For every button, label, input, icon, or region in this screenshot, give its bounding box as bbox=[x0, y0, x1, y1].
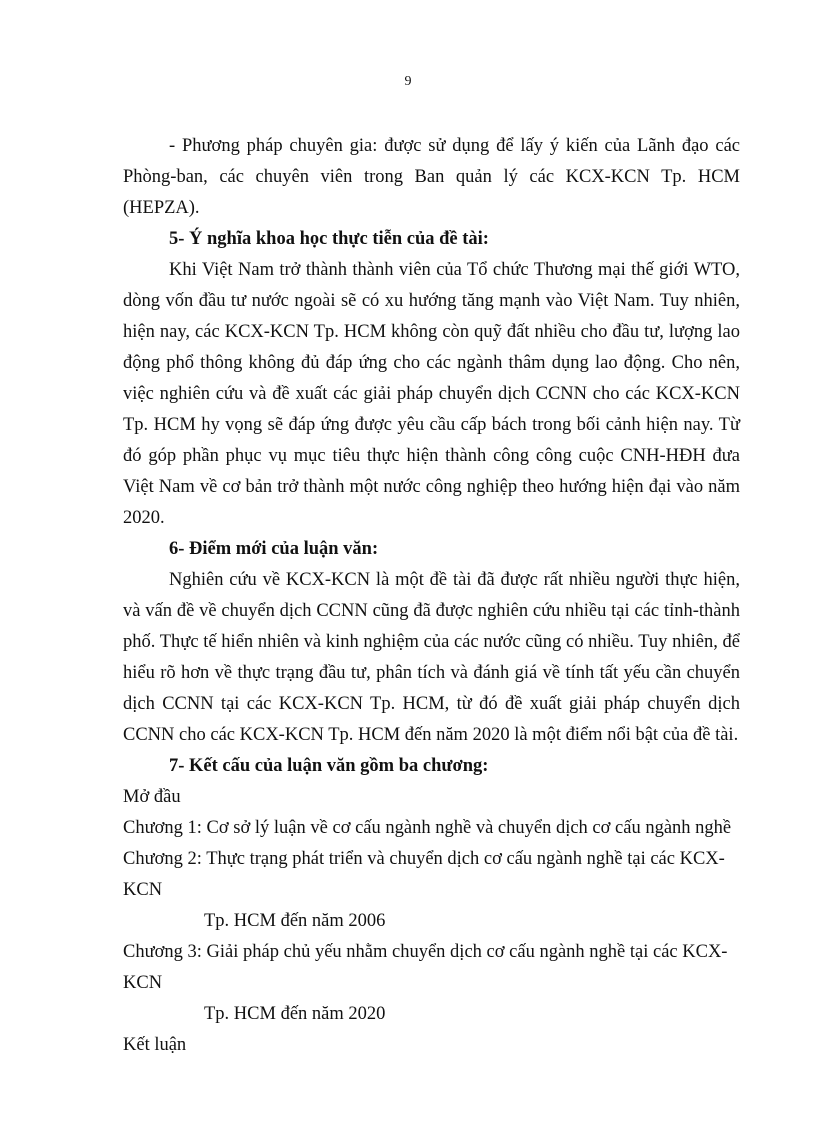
section-6-paragraph: Nghiên cứu về KCX-KCN là một đề tài đã được rất nhiều người thực hiện, và vấn đề về chuyển dịch CCNN cũng đã được nghiên cứu nhiều tại các tỉnh-thành phố. Thực tế hiển nhiên và kinh nghiệm của các nước cũng có nhiều. Tuy nhiên, để hiểu rõ hơn về thực trạng đầu tư, phân tích và đánh giá về tính tất yếu cần chuyển dịch CCNN tại các KCX-KCN Tp. HCM, từ đó đề xuất giải pháp chuyển dịch CCNN cho các KCX-KCN Tp. HCM đến năm 2020 là một điểm nổi bật của đề tài. bbox=[123, 570, 740, 745]
chapter-3-label: Chương 3: bbox=[123, 942, 202, 962]
chapter-1-line bbox=[123, 813, 740, 844]
chapter-3-title-cont: Tp. HCM đến năm 2020 bbox=[204, 1004, 386, 1024]
intro-line: Mở đầu bbox=[123, 787, 181, 807]
chapter-3-title: Giải pháp chủ yếu nhằm chuyển dịch cơ cấu ngành nghề tại các KCX-KCN bbox=[123, 942, 728, 993]
page-content bbox=[123, 131, 740, 1061]
conclusion-line: Kết luận bbox=[123, 1035, 187, 1055]
chapter-2-line bbox=[123, 844, 740, 937]
method-expert-paragraph: - Phương pháp chuyên gia: được sử dụng để lấy ý kiến của Lãnh đạo các Phòng-ban, các chuyên viên trong Ban quản lý các KCX-KCN Tp. HCM (HEPZA). bbox=[123, 136, 740, 218]
section-5-heading: 5- Ý nghĩa khoa học thực tiễn của đề tài: bbox=[169, 229, 489, 249]
chapter-2-title: Thực trạng phát triển và chuyển dịch cơ cấu ngành nghề tại các KCX-KCN bbox=[123, 849, 725, 900]
chapter-3-line bbox=[123, 937, 740, 1030]
page-number: 9 bbox=[404, 74, 412, 89]
section-7-heading: 7- Kết cấu của luận văn gồm ba chương: bbox=[169, 756, 489, 776]
section-5-paragraph: Khi Việt Nam trở thành thành viên của Tổ chức Thương mại thế giới WTO, dòng vốn đầu tư nước ngoài sẽ có xu hướng tăng mạnh vào Việt Nam. Tuy nhiên, hiện nay, các KCX-KCN Tp. HCM không còn quỹ đất nhiều cho đầu tư, lượng lao động phổ thông không đủ đáp ứng cho các ngành thâm dụng lao động. Cho nên, việc nghiên cứu và đề xuất các giải pháp chuyển dịch CCNN cho các KCX-KCN Tp. HCM hy vọng sẽ đáp ứng được yêu cầu cấp bách trong bối cảnh hiện nay. Từ đó góp phần phục vụ mục tiêu thực hiện thành công công cuộc CNH-HĐH đưa Việt Nam về cơ bản trở thành một nước công nghiệp theo hướng hiện đại vào năm 2020. bbox=[123, 260, 740, 528]
chapter-2-title-cont: Tp. HCM đến năm 2006 bbox=[204, 911, 386, 931]
chapter-2-label: Chương 2: bbox=[123, 849, 202, 869]
section-6-heading: 6- Điểm mới của luận văn: bbox=[169, 539, 379, 559]
chapter-1-label: Chương 1: bbox=[123, 818, 202, 838]
chapter-1-title: Cơ sở lý luận về cơ cấu ngành nghề và chuyển dịch cơ cấu ngành nghề bbox=[206, 818, 732, 838]
